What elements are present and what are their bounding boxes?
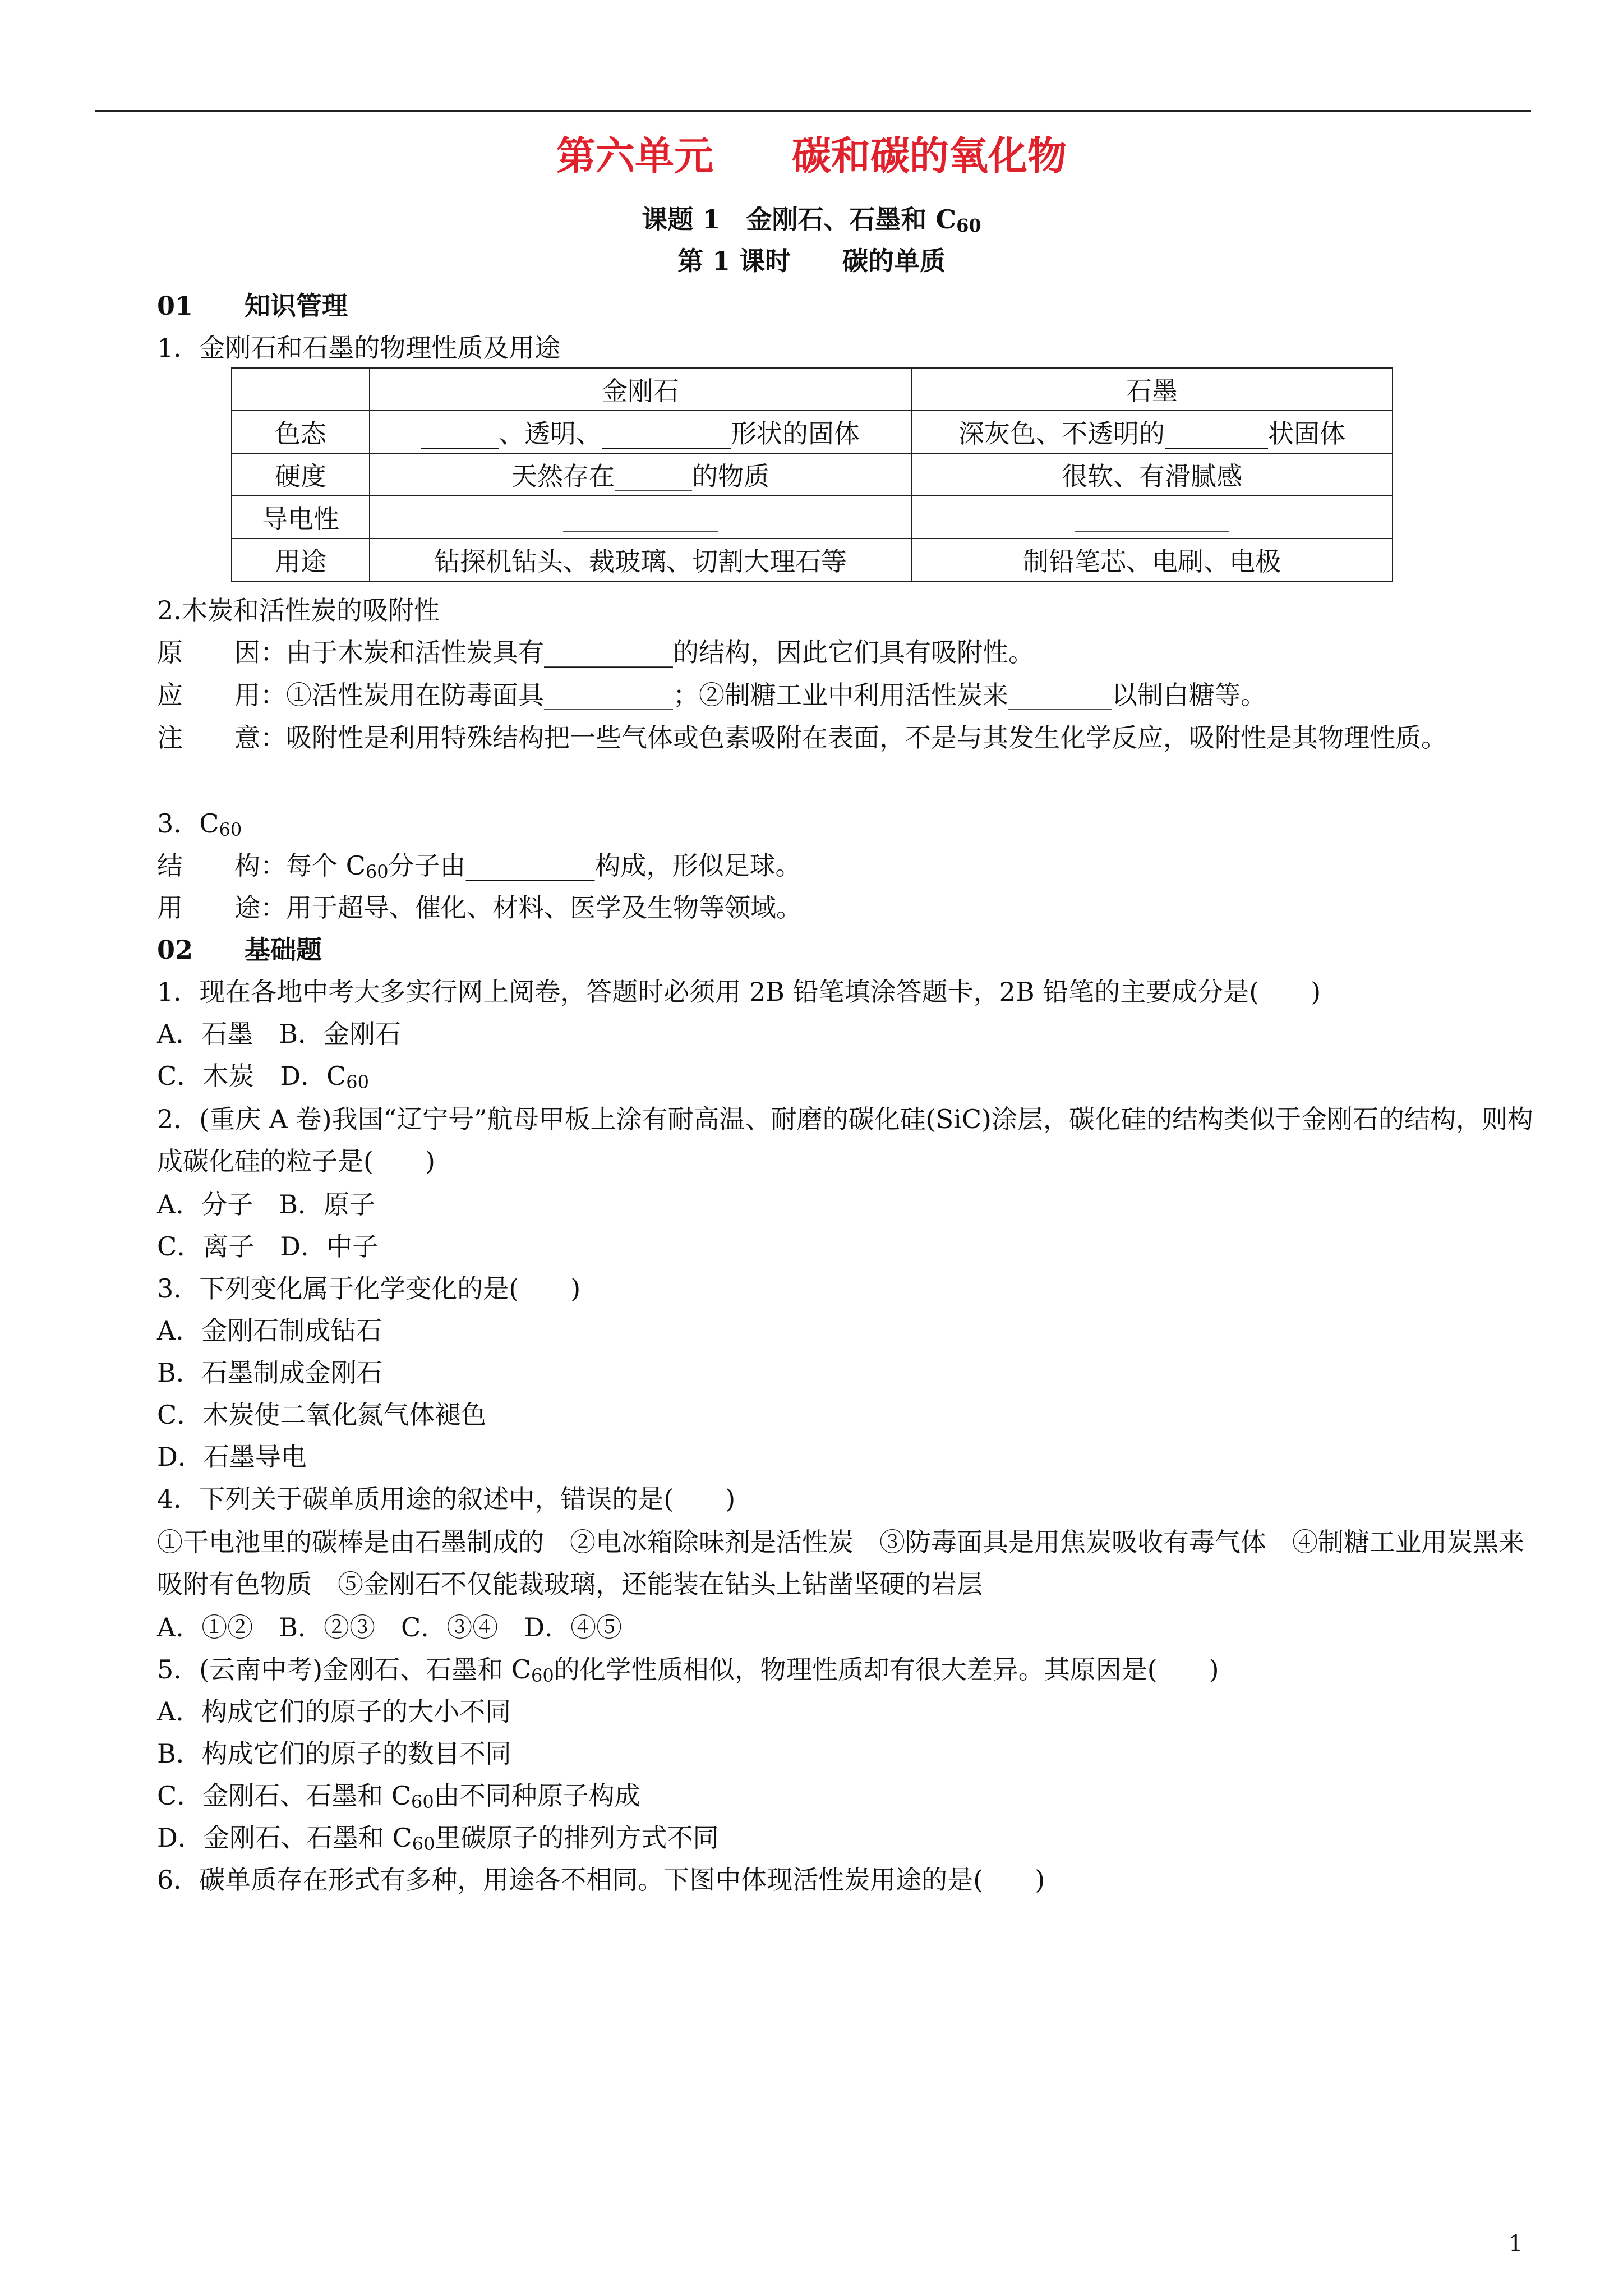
question-5-stem <box>157 1650 1219 1689</box>
table-row <box>232 411 1393 453</box>
table-header-cell: 石墨 <box>911 368 1393 411</box>
question-5-option-b: B．构成它们的原子的数目不同 <box>157 1738 511 1769</box>
question-2-options-line1: A．分子 B．原子 <box>157 1189 376 1220</box>
page-number: 1 <box>1509 2231 1523 2257</box>
properties-table <box>231 367 1393 582</box>
question-5-option-d-text-b: 里碳原子的排列方式不同 <box>435 1823 719 1853</box>
table-cell: 天然存在______的物质 <box>370 453 911 496</box>
item3-structure-text-b: 分子由__________构成，形似足球。 <box>388 850 801 881</box>
table-cell: ____________ <box>370 496 911 539</box>
table-row <box>232 453 1393 496</box>
question-3-option: D．石墨导电 <box>157 1442 307 1472</box>
item2-reason: 原 因：由于木炭和活性炭具有__________的结构，因此它们具有吸附性。 <box>157 637 1034 668</box>
table-cell: 硬度 <box>232 453 370 496</box>
table-cell: 色态 <box>232 411 370 453</box>
lesson-title <box>0 200 1623 239</box>
table-cell: 用途 <box>232 539 370 581</box>
question-5-option-d-text-a: D．金刚石、石墨和 C <box>157 1823 412 1853</box>
item2-note <box>101 717 1537 759</box>
question-5-option-c <box>157 1776 640 1815</box>
item3-structure-text-a: 结 构：每个 C <box>157 850 366 881</box>
question-5-option-c-text-b: 由不同种原子构成 <box>434 1780 640 1811</box>
question-5-stem-text-b: 的化学性质相似，物理性质却有很大差异。其原因是( ) <box>554 1654 1219 1685</box>
table-cell: ____________ <box>911 496 1393 539</box>
item3-title <box>157 804 242 843</box>
table-row <box>232 496 1393 539</box>
table-cell: 很软、有滑腻感 <box>911 453 1393 496</box>
question-5-option-d <box>157 1818 718 1857</box>
lesson-title-subscript: 60 <box>956 215 981 236</box>
table-row <box>232 539 1393 581</box>
question-5-option-d-subscript: 60 <box>412 1833 435 1855</box>
period-title: 第 1 课时 碳的单质 <box>677 246 946 276</box>
table-header-cell <box>232 368 370 411</box>
item3-use: 用 途：用于超导、催化、材料、医学及生物等领域。 <box>157 892 802 923</box>
question-3-option: C．木炭使二氧化氮气体褪色 <box>157 1400 487 1430</box>
question-1-options-line2-subscript: 60 <box>346 1071 369 1093</box>
unit-title: 第六单元 碳和碳的氧化物 <box>556 132 1067 179</box>
question-5-option-c-text-a: C．金刚石、石墨和 C <box>157 1780 412 1811</box>
question-1-options-line1: A．石墨 B．金刚石 <box>157 1019 402 1049</box>
question-4-options: A．①② B．②③ C．③④ D．④⑤ <box>157 1612 623 1642</box>
question-6-stem: 6．碳单质存在形式有多种，用途各不相同。下图中体现活性炭用途的是( ) <box>157 1865 1045 1895</box>
question-1-stem: 1．现在各地中考大多实行网上阅卷，答题时必须用 2B 铅笔填涂答题卡，2B 铅笔的主要成分是( ) <box>157 977 1321 1007</box>
question-1-options-line2 <box>157 1056 369 1096</box>
section-label-basics: 02 基础题 <box>157 935 322 965</box>
question-3-option: B．石墨制成金刚石 <box>157 1358 382 1388</box>
table-cell: 深灰色、不透明的________状固体 <box>911 411 1393 453</box>
question-4-stem: 4．下列关于碳单质用途的叙述中，错误的是( ) <box>157 1484 736 1514</box>
table-cell: 制铅笔芯、电刷、电极 <box>911 539 1393 581</box>
question-4-statements-text: ①干电池里的碳棒是由石墨制成的 ②电冰箱除味剂是活性炭 ③防毒面具是用焦炭吸收有毒气体 ④制糖工业用炭黑来吸附有色物质 ⑤金刚石不仅能裁玻璃，还能装在钻头上钻凿坚硬的岩层 <box>157 1527 1524 1599</box>
question-5-option-a: A．构成它们的原子的大小不同 <box>157 1696 511 1727</box>
table-cell: 导电性 <box>232 496 370 539</box>
question-5-stem-text-a: 5．(云南中考)金刚石、石墨和 C <box>157 1654 531 1685</box>
table-header-row <box>232 368 1393 411</box>
item3-title-text: 3．C <box>157 808 219 839</box>
question-4-statements <box>101 1521 1537 1605</box>
table-cell: ______、透明、__________形状的固体 <box>370 411 911 453</box>
item1-title: 1．金刚石和石墨的物理性质及用途 <box>157 333 561 363</box>
item2-title: 2.木炭和活性炭的吸附性 <box>157 595 440 625</box>
question-3-option: A．金刚石制成钻石 <box>157 1315 382 1346</box>
table-cell: 钻探机钻头、裁玻璃、切割大理石等 <box>370 539 911 581</box>
table-header-cell: 金刚石 <box>370 368 911 411</box>
header-rule <box>95 110 1531 112</box>
question-5-option-c-subscript: 60 <box>411 1791 434 1812</box>
item3-title-subscript: 60 <box>219 819 242 840</box>
item2-note-text: 注 意：吸附性是利用特殊结构把一些气体或色素吸附在表面，不是与其发生化学反应，吸附性是其物理性质。 <box>157 723 1447 753</box>
question-1-options-line2-text: C．木炭 D．C <box>157 1061 347 1091</box>
question-2-options-line2: C．离子 D．中子 <box>157 1231 379 1262</box>
item3-structure-subscript: 60 <box>365 861 389 882</box>
section-label-knowledge: 01 知识管理 <box>157 291 348 321</box>
question-5-stem-subscript: 60 <box>531 1665 554 1686</box>
question-2-stem-text: 2．(重庆 A 卷)我国“辽宁号”航母甲板上涂有耐高温、耐磨的碳化硅(SiC)涂层，碳化硅的结构类似于金刚石的结构，则构成碳化硅的粒子是( ) <box>157 1104 1533 1176</box>
question-2-stem <box>101 1098 1537 1182</box>
item3-structure <box>157 846 801 885</box>
item2-application: 应 用：①活性炭用在防毒面具__________；②制糖工业中利用活性炭来________以制白糖等。 <box>157 680 1266 710</box>
question-3-stem: 3．下列变化属于化学变化的是( ) <box>157 1273 581 1304</box>
lesson-title-text: 课题 1 金刚石、石墨和 C <box>642 204 957 234</box>
